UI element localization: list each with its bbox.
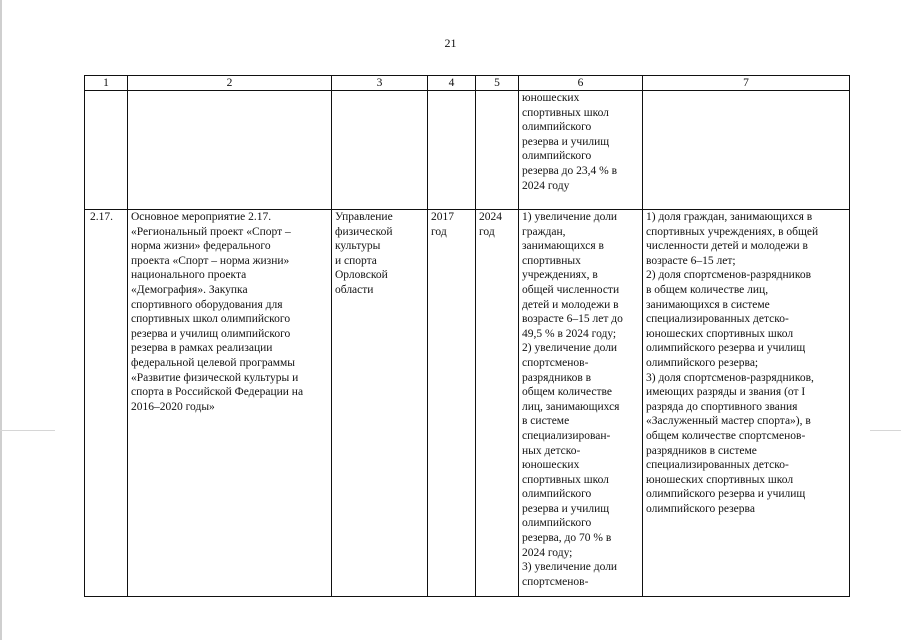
text-line: общей численности [522,283,620,296]
text-line: юношеских [522,92,580,104]
text-line: общем количестве спортсменов- [646,429,806,442]
text-line: юношеских спортивных школ [646,327,794,340]
header-col-1: 1 [85,76,128,91]
text-line: в системе [522,415,570,428]
text-line: Основное мероприятие 2.17. [131,211,272,223]
continued-cell-5 [476,91,519,210]
text-line: лиц, занимающихся [522,400,620,413]
continued-cell-7 [643,91,850,210]
text-line: резерва и училищ олимпийского [131,327,291,340]
text-line: разрядников в системе [646,444,757,457]
text-line: олимпийского [522,121,592,134]
text-line: физической [335,225,393,238]
responsible-executor [332,210,428,597]
text-line: в общем количестве лиц, [646,283,769,296]
text-line: спортивных школ [522,106,609,119]
scan-mark-left [0,430,55,431]
text-line: учреждениях, в [522,269,598,282]
text-line: спорта в Российской Федерации на [131,386,304,399]
text-line: детей и молодежи в [522,298,619,311]
text-line: 2024 [479,211,502,223]
header-col-4: 4 [428,76,476,91]
text-line: граждан, [522,225,566,238]
text-line: спортивного оборудования для [131,298,283,311]
header-col-5: 5 [476,76,519,91]
related-indicators [643,210,850,597]
continued-row [85,91,850,210]
text-line: 1) увеличение доли [522,211,618,223]
text-line: специализированных детско- [646,313,789,326]
activity-description [128,210,332,597]
text-line: 2024 году; [522,546,573,559]
text-line: 1) доля граждан, занимающихся в [646,211,813,223]
text-line: юношеских спортивных школ [646,473,794,486]
text-line: «Демография». Закупка [131,283,248,296]
text-line: 2) увеличение доли [522,342,618,355]
text-line: спортивных учреждениях, в общей [646,225,819,238]
text-line: «Развитие физической культуры и [131,371,299,384]
text-line: резерва, до 70 % в [522,532,612,545]
text-line: занимающихся в системе [646,298,770,311]
text-line: и спорта [335,254,377,267]
text-line: резерва в рамках реализации [131,342,273,355]
text-line: 2016–2020 годы» [131,400,215,413]
scan-mark-right [870,430,901,431]
text-line: «Региональный проект «Спорт – [131,225,291,238]
expected-results [519,210,643,597]
text-line: 3) увеличение доли [522,561,618,574]
text-line: 2024 году [522,179,570,192]
text-line: спортивных школ [522,473,609,486]
header-col-6: 6 [519,76,643,91]
text-line: национального проекта [131,269,247,282]
text-line: олимпийского резерва [646,502,755,515]
text-line: олимпийского [522,517,592,530]
text-line: 2017 [431,211,454,223]
table-row [85,210,850,597]
text-line: Орловской [335,269,388,282]
text-line: юношеских [522,459,580,472]
text-line: олимпийского резерва и училищ [646,342,806,355]
text-line: спортсменов- [522,575,589,588]
text-line: спортивных школ олимпийского [131,313,291,326]
text-line: культуры [335,240,381,253]
text-line: олимпийского резерва и училищ [646,488,806,501]
continued-cell-2 [128,91,332,210]
text-line: год [479,225,495,238]
end-year [476,210,519,597]
text-line: «Заслуженный мастер спорта»), в [646,415,811,428]
text-line: специализированных детско- [646,459,789,472]
text-line: год [431,225,447,238]
text-line: федеральной целевой программы [131,356,295,369]
header-col-7: 7 [643,76,850,91]
text-line: возрасте 6–15 лет; [646,254,736,267]
continued-cell-6 [519,91,643,210]
text-line: норма жизни» федерального [131,240,271,253]
text-line: численности детей и молодежи в [646,240,808,253]
text-line: области [335,283,374,296]
text-line: имеющих разряды и звания (от I [646,386,806,399]
text-line: резерва до 23,4 % в [522,164,618,177]
text-line: спортсменов- [522,356,589,369]
header-row [85,76,850,91]
text-line: общем количестве [522,386,612,399]
text-line: занимающихся в [522,240,604,253]
start-year [428,210,476,597]
text-line: 49,5 % в 2024 году; [522,327,617,340]
text-line: Управление [335,211,393,223]
page-number: 21 [444,36,457,50]
text-line: 2) доля спортсменов-разрядников [646,269,812,282]
text-line: специализирован- [522,429,611,442]
text-line: спортивных [522,254,581,267]
text-line: возрасте 6–15 лет до [522,313,623,326]
row-number: 2.17. [85,210,128,597]
text-line: олимпийского резерва; [646,356,759,369]
text-line: олимпийского [522,488,592,501]
text-line: резерва и училищ [522,135,610,148]
plan-table [84,75,850,597]
text-line: 3) доля спортсменов-разрядников, [646,371,814,384]
continued-cell-3 [332,91,428,210]
text-line: разряда до спортивного звания [646,400,798,413]
text-line: олимпийского [522,150,592,163]
continued-cell-4 [428,91,476,210]
continued-cell-1 [85,91,128,210]
header-col-2: 2 [128,76,332,91]
text-line: резерва и училищ [522,502,610,515]
text-line: разрядников в [522,371,592,384]
text-line: ных детско- [522,444,581,457]
scan-left-edge [0,0,2,640]
text-line: проекта «Спорт – норма жизни» [131,254,290,267]
header-col-3: 3 [332,76,428,91]
